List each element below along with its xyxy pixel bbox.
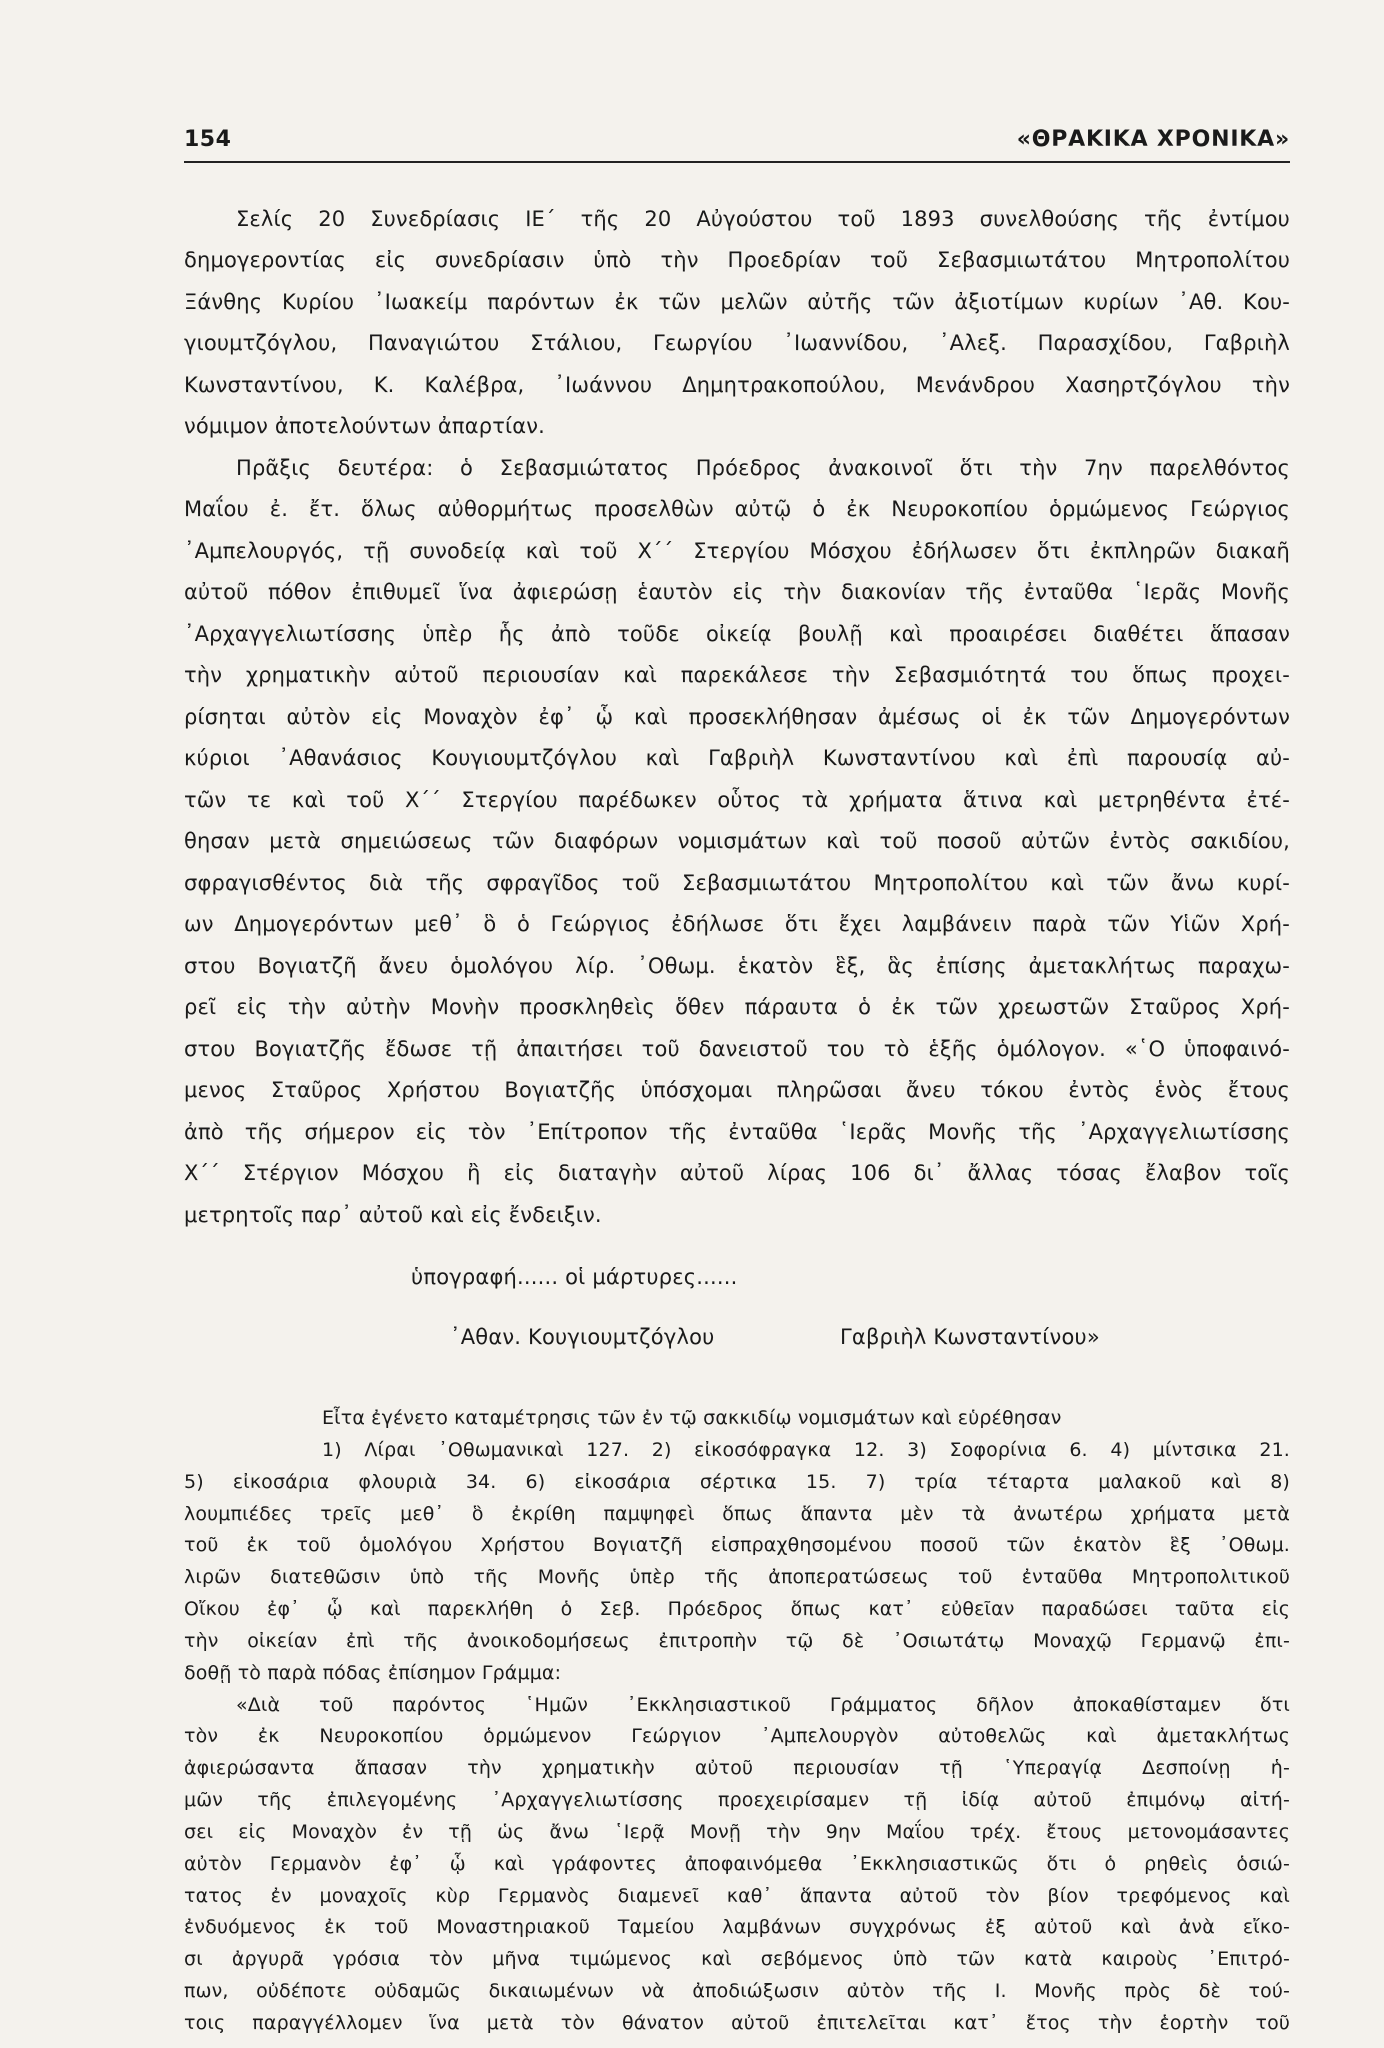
text-line: σφραγισθέντος διὰ τῆς σφραγῖδος τοῦ Σεβασμιωτάτου Μητροπολίτου καὶ τῶν ἄνω κυρί- <box>184 871 1290 895</box>
text-line: Χ΄΄ Στέργιον Μόσχου ἢ εἰς διαταγὴν αὐτοῦ λίρας 106 δι᾿ ἄλλας τόσας ἔλαβον τοῖς <box>184 1161 1290 1185</box>
text-line: 1) Λίραι ᾿Οθωμανικαὶ 127. 2) εἰκοσόφραγκα 12. 3) Σοφορίνια 6. 4) μίντσικα 21. <box>322 1439 1290 1461</box>
page-header <box>184 127 1290 165</box>
text-line: αὐτοῦ πόθον ἐπιθυμεῖ ἵνα ἀφιερώσῃ ἑαυτὸν εἰς τὴν διακονίαν τῆς ἐνταῦθα ῾Ιερᾶς Μονῆς <box>184 580 1290 604</box>
text-line: μετρητοῖς παρ᾿ αὐτοῦ καὶ εἰς ἔνδειξιν. <box>184 1203 602 1227</box>
text-line: ᾿Αρχαγγελιωτίσσης ὑπὲρ ἧς ἀπὸ τοῦδε οἰκείᾳ βουλῇ καὶ προαιρέσει διαθέτει ἅπασαν <box>184 622 1290 646</box>
text-line: τατος ἐν μοναχοῖς κὺρ Γερμανὸς διαμενεῖ καθ᾿ ἅπαντα αὐτοῦ τὸν βίον τρεφόμενος καὶ <box>184 1885 1290 1907</box>
text-line: Εἶτα ἐγένετο καταμέτρησις τῶν ἐν τῷ σακκιδίῳ νομισμάτων καὶ εὑρέθησαν <box>322 1407 1062 1429</box>
text-line: ἀπὸ τῆς σήμερον εἰς τὸν ᾿Επίτροπον τῆς ἐνταῦθα ῾Ιερᾶς Μονῆς τῆς ᾿Αρχαγγελιωτίσσης <box>184 1120 1290 1144</box>
text-line: κύριοι ᾿Αθανάσιος Κουγιουμτζόγλου καὶ Γαβριὴλ Κωνσταντίνου καὶ ἐπὶ παρουσίᾳ αὐ- <box>184 746 1290 770</box>
text-line: σι ἀργυρᾶ γρόσια τὸν μῆνα τιμώμενος καὶ σεβόμενος ὑπὸ τῶν κατὰ καιροὺς ᾿Επιτρό- <box>184 1948 1290 1970</box>
text-line: νόμιμον ἀποτελούντων ἀπαρτίαν. <box>184 414 545 438</box>
text-line: Ξάνθης Κυρίου ᾿Ιωακείμ παρόντων ἐκ τῶν μελῶν αὐτῆς τῶν ἀξιοτίμων κυρίων ᾿Αθ. Κου- <box>184 290 1290 314</box>
text-line: λουμπιέδες τρεῖς μεθ᾿ ὃ ἐκρίθη παμψηφεὶ ὅπως ἅπαντα μὲν τὰ ἀνωτέρω χρήματα μετὰ <box>184 1503 1290 1525</box>
signature-label: ὑπογραφή...... οἱ μάρτυρες...... <box>411 1265 738 1289</box>
text-line: ἀφιερώσαντα ἅπασαν τὴν χρηματικὴν αὐτοῦ περιουσίαν τῇ ῾Υπεραγίᾳ Δεσποίνῃ ἡ- <box>184 1757 1290 1779</box>
text-line: ων Δημογερόντων μεθ᾿ ὃ ὁ Γεώργιος ἐδήλωσε ὅτι ἔχει λαμβάνειν παρὰ τῶν Υἱῶν Χρή- <box>184 912 1290 936</box>
text-line: τοις παραγγέλλομεν ἵνα μετὰ τὸν θάνατον αὐτοῦ ἐπιτελεῖται κατ᾿ ἔτος τὴν ἑορτὴν τοῦ <box>184 2012 1290 2034</box>
text-line: στου Βογιατζῆς ἔδωσε τῇ ἀπαιτήσει τοῦ δανειστοῦ του τὸ ἑξῆς ὁμόλογον. «῾Ο ὑποφαινό- <box>184 1037 1290 1061</box>
text-line: στου Βογιατζῆ ἄνευ ὁμολόγου λίρ. ᾿Οθωμ. ἑκατὸν ἓξ, ἃς ἐπίσης ἀμετακλήτως παραχω- <box>184 954 1290 978</box>
text-line: τῶν τε καὶ τοῦ Χ΄΄ Στεργίου παρέδωκεν οὗτος τὰ χρήματα ἅτινα καὶ μετρηθέντα ἐτέ- <box>184 788 1290 812</box>
text-line: Σελίς 20 Συνεδρίασις ΙΕ΄ τῆς 20 Αὐγούστου τοῦ 1893 συνελθούσης τῆς ἐντίμου <box>236 207 1290 231</box>
text-line: 5) εἰκοσάρια φλουριὰ 34. 6) εἰκοσάρια σέρτικα 15. 7) τρία τέταρτα μαλακοῦ καὶ 8) <box>184 1471 1290 1493</box>
text-line: σει εἰς Μοναχὸν ἐν τῇ ὡς ἄνω ῾Ιερᾷ Μονῇ τὴν 9ην Μαΐου τρέχ. ἔτους μετονομάσαντες <box>184 1821 1290 1843</box>
text-line: Κωνσταντίνου, Κ. Καλέβρα, ᾿Ιωάννου Δημητρακοπούλου, Μενάνδρου Χασηρτζόγλου τὴν <box>184 373 1290 397</box>
signature-name-right: Γαβριὴλ Κωνσταντίνου» <box>840 1325 1100 1349</box>
text-line: Οἴκου ἐφ᾿ ᾧ καὶ παρεκλήθη ὁ Σεβ. Πρόεδρος ὅπως κατ᾿ εὐθεῖαν παραδώσει ταῦτα εἰς <box>184 1598 1290 1620</box>
signature-name-left: ᾿Αθαν. Κουγιουμτζόγλου <box>450 1325 715 1349</box>
page-number: 154 <box>184 127 232 152</box>
text-line: θησαν μετὰ σημειώσεως τῶν διαφόρων νομισμάτων καὶ τοῦ ποσοῦ αὐτῶν ἐντὸς σακιδίου, <box>184 829 1290 853</box>
text-line: Μαΐου ἐ. ἔτ. ὅλως αὐθορμήτως προσελθὼν αὐτῷ ὁ ἐκ Νευροκοπίου ὁρμώμενος Γεώργιος <box>184 497 1290 521</box>
text-line: λιρῶν διατεθῶσιν ὑπὸ τῆς Μονῆς ὑπὲρ τῆς ἀποπερατώσεως τοῦ ἐνταῦθα Μητροπολιτικοῦ <box>184 1566 1290 1588</box>
text-line: μενος Σταῦρος Χρήστου Βογιατζῆς ὑπόσχομαι πληρῶσαι ἄνευ τόκου ἐντὸς ἑνὸς ἔτους <box>184 1078 1290 1102</box>
text-line: αὐτὸν Γερμανὸν ἐφ᾿ ᾧ καὶ γράφοντες ἀποφαινόμεθα ᾿Εκκλησιαστικῶς ὅτι ὁ ρηθεὶς ὁσιώ- <box>184 1853 1290 1875</box>
text-line: τὴν χρηματικὴν αὐτοῦ περιουσίαν καὶ παρεκάλεσε τὴν Σεβασμιότητά του ὅπως προχει- <box>184 663 1290 687</box>
text-line: ρίσηται αὐτὸν εἰς Μοναχὸν ἐφ᾿ ᾧ καὶ προσεκλήθησαν ἀμέσως οἱ ἐκ τῶν Δημογερόντων <box>184 705 1290 729</box>
text-line: ᾿Αμπελουργός, τῇ συνοδείᾳ καὶ τοῦ Χ΄΄ Στεργίου Μόσχου ἐδήλωσεν ὅτι ἐκπληρῶν διακαῆ <box>184 539 1290 563</box>
text-line: Πρᾶξις δευτέρα: ὁ Σεβασμιώτατος Πρόεδρος ἀνακοινοῖ ὅτι τὴν 7ην παρελθόντος <box>236 456 1290 480</box>
running-title: «ΘΡΑΚΙΚΑ ΧΡΟΝΙΚΑ» <box>1016 127 1290 152</box>
text-line: δημογεροντίας εἰς συνεδρίασιν ὑπὸ τὴν Προεδρίαν τοῦ Σεβασμιωτάτου Μητροπολίτου <box>184 248 1290 272</box>
text-line: μῶν τῆς ἐπιλεγομένης ᾿Αρχαγγελιωτίσσης προεχειρίσαμεν τῇ ἰδίᾳ αὐτοῦ ἐπιμόνῳ αἰτή- <box>184 1789 1290 1811</box>
text-line: ἐνδυόμενος ἐκ τοῦ Μοναστηριακοῦ Ταμείου λαμβάνων συγχρόνως ἐξ αὐτοῦ καὶ ἀνὰ εἴκο- <box>184 1916 1290 1938</box>
text-line: τοῦ ἐκ τοῦ ὁμολόγου Χρήστου Βογιατζῆ εἰσπραχθησομένου ποσοῦ τῶν ἑκατὸν ἓξ ᾿Οθωμ. <box>184 1534 1290 1556</box>
text-line: τὴν οἰκείαν ἐπὶ τῆς ἀνοικοδομήσεως ἐπιτροπὴν τῷ δὲ ᾿Οσιωτάτῳ Μοναχῷ Γερμανῷ ἐπι- <box>184 1630 1290 1652</box>
text-line: πων, οὐδέποτε οὐδαμῶς δικαιωμένων νὰ ἀποδιώξωσιν αὐτὸν τῆς Ι. Μονῆς πρὸς δὲ τού- <box>184 1980 1290 2002</box>
text-line: γιουμτζόγλου, Παναγιώτου Στάλιου, Γεωργίου ᾿Ιωαννίδου, ᾿Αλεξ. Παρασχίδου, Γαβριὴλ <box>184 331 1290 355</box>
text-line: ρεῖ εἰς τὴν αὐτὴν Μονὴν προσκληθεὶς ὅθεν πάραυτα ὁ ἐκ τῶν χρεωστῶν Σταῦρος Χρή- <box>184 995 1290 1019</box>
text-line: δοθῇ τὸ παρὰ πόδας ἐπίσημον Γράμμα: <box>184 1662 562 1684</box>
header-rule <box>184 161 1290 163</box>
text-line: «Διὰ τοῦ παρόντος ῾Ημῶν ᾿Εκκλησιαστικοῦ Γράμματος δῆλον ἀποκαθίσταμεν ὅτι <box>236 1694 1290 1716</box>
text-line: τὸν ἐκ Νευροκοπίου ὁρμώμενον Γεώργιον ᾿Αμπελουργὸν αὐτοθελῶς καὶ ἀμετακλήτως <box>184 1725 1290 1747</box>
